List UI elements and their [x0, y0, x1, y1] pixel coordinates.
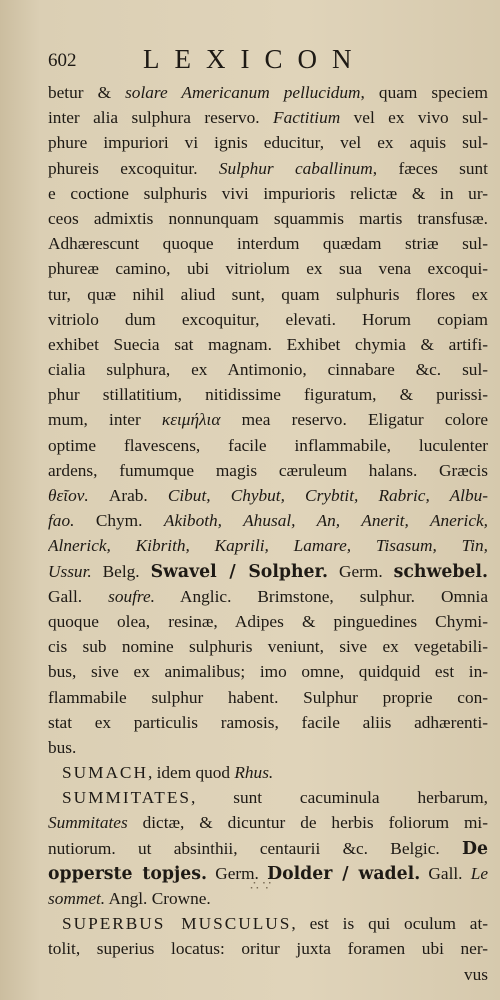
text-run: Anglic. Brimstone, sulphur. Omnia — [154, 586, 488, 606]
text-run: inter alia sulphura reservo. — [48, 108, 274, 128]
italic-term: Akiboth, Ahusal, An, Anerit, Anerick, — [163, 511, 488, 531]
text-run: tolit, superius locatus: oritur juxta foramen ubi ner- — [48, 939, 488, 959]
text-run: phure impuriori vi ignis educitur, vel ex aquis sul- — [48, 133, 488, 153]
text-run: Angl. Crowne. — [105, 889, 211, 908]
blackletter-term: De — [462, 838, 488, 859]
blackletter-term: Dolder / wadel. — [267, 863, 421, 884]
text-run: vus — [463, 964, 488, 984]
text-run: vel ex vivo sul- — [340, 108, 488, 128]
text-run: , quam speciem — [360, 83, 488, 102]
italic-term: Le — [470, 863, 488, 883]
text-run: , est is qui oculum at- — [291, 914, 488, 934]
italic-term: Sulphur caballinum — [218, 158, 373, 178]
text-run: ardens, fumumque magis cæruleum halans. Græcis — [48, 460, 488, 480]
text-line — [48, 508, 488, 533]
text-run: stat ex particulis ramosis, facile aliis adhærenti- — [48, 712, 488, 732]
text-run: ceos admixtis nonnunquam squammis martis transfusæ. — [48, 208, 488, 228]
blackletter-term: opperste topjes. — [48, 863, 207, 884]
text-run: , idem quod — [147, 763, 235, 783]
text-line — [48, 105, 488, 130]
text-line — [48, 256, 488, 281]
text-line — [48, 785, 488, 810]
headword: SUMACH — [62, 763, 148, 783]
text-line — [48, 559, 488, 584]
italic-term: Factitium — [273, 108, 341, 128]
text-line — [48, 936, 488, 961]
italic-term: solare Americanum pellucidum — [125, 83, 361, 102]
running-title: LEXICON — [143, 44, 367, 74]
text-run: Adhærescunt quoque interdum quædam striæ sul- — [48, 234, 488, 254]
text-run: Arab. — [88, 486, 168, 505]
text-run: e coctione sulphuris vivi impurioris relictæ & in ur- — [48, 183, 488, 203]
text-line — [48, 685, 488, 710]
text-line — [48, 433, 488, 458]
text-line — [48, 282, 488, 307]
text-run: cis sub nomine sulphuris veniunt, sive ex vegetabili- — [48, 637, 488, 657]
blackletter-term: schwebel. — [393, 561, 488, 582]
text-line — [48, 156, 488, 181]
text-run: optime flavescens, facile inflammabile, luculenter — [48, 435, 488, 455]
text-line — [48, 659, 488, 684]
text-run: phureis excoquitur. — [48, 158, 219, 178]
italic-term: fao. — [48, 511, 75, 531]
italic-term: Cibut, Chybut, Crybtit, Rabric, Albu- — [167, 486, 488, 505]
page-number: 602 — [48, 50, 77, 71]
italic-term: Summitates — [48, 813, 128, 833]
text-run: betur & — [48, 83, 126, 102]
text-line — [48, 911, 488, 936]
headword: SUPERBUS MUSCULUS — [62, 914, 292, 934]
text-run: vitriolo dum excoquitur, elevati. Horum copiam — [48, 309, 488, 329]
headword: SUMMITATES — [62, 788, 192, 808]
text-run: bus. — [48, 737, 77, 757]
text-line — [48, 483, 488, 508]
text-line — [48, 332, 488, 357]
italic-term: sommet. — [48, 889, 106, 908]
text-line — [48, 130, 488, 155]
text-run: quoque olea, resinæ, Adipes & pinguedines Chymi- — [48, 611, 488, 631]
page-header — [48, 44, 440, 76]
text-line — [48, 407, 488, 432]
blackletter-term: Swavel / Solpher. — [150, 561, 329, 582]
text-run: phureæ camino, ubi vitriolum ex sua vena excoqui- — [48, 259, 488, 279]
text-line — [48, 80, 488, 105]
text-line — [48, 634, 488, 659]
text-run: Gall. — [420, 863, 471, 883]
text-run: dictæ, & dicuntur de herbis foliorum mi- — [127, 813, 488, 833]
text-run: Germ. — [328, 561, 394, 581]
text-line — [48, 458, 488, 483]
text-run: Germ. — [207, 863, 268, 883]
text-line — [48, 533, 488, 558]
text-run: bus, sive ex animalibus; imo omne, quidquid est in- — [48, 662, 488, 682]
text-run: exhibet Suecia sat magnam. Exhibet chymia & artifi- — [48, 334, 488, 354]
text-line — [48, 181, 488, 206]
italic-term: Alnerick, Kibrith, Kaprili, Lamare, Tisasum, Tin, — [48, 536, 488, 556]
text-line — [48, 206, 488, 231]
text-run: Gall. — [48, 586, 109, 606]
text-run: flammabile sulphur habent. Sulphur proprie con- — [48, 687, 488, 707]
text-line — [48, 962, 488, 987]
text-line — [48, 231, 488, 256]
text-run: , fæces sunt — [372, 158, 488, 178]
text-run: phur stillatitium, nitidissime figuratum, & purissi- — [48, 385, 488, 405]
text-line — [48, 584, 488, 609]
text-run: Chym. — [74, 511, 164, 531]
italic-term: soufre. — [108, 586, 155, 606]
italic-term: θεῖον. — [48, 486, 89, 505]
italic-term: Ussur. — [48, 561, 92, 581]
text-run: mea reservo. Eligatur colore — [220, 410, 488, 430]
text-line — [48, 710, 488, 735]
text-line — [48, 307, 488, 332]
text-run: nutiorum. ut absinthii, centaurii &c. Belgic. — [48, 838, 463, 858]
text-line — [48, 382, 488, 407]
text-run: Belg. — [91, 561, 151, 581]
text-run: mum, inter — [48, 410, 162, 430]
text-run: tur, quæ nihil aliud sunt, quam sulphuris flores ex — [48, 284, 488, 304]
text-line — [48, 760, 488, 785]
text-run: , sunt cacuminula herbarum, — [191, 788, 488, 808]
text-line — [48, 609, 488, 634]
text-line — [48, 836, 488, 861]
text-line — [48, 810, 488, 835]
italic-term: κειμήλια — [161, 410, 221, 430]
italic-term: Rhus. — [234, 763, 274, 783]
text-line — [48, 357, 488, 382]
text-line — [48, 735, 488, 760]
page-footer-ornament: ∴ ∵ — [250, 879, 272, 894]
text-run: cialia sulphura, ex Antimonio, cinnabare &c. sul- — [48, 360, 488, 380]
dictionary-text — [48, 80, 488, 987]
